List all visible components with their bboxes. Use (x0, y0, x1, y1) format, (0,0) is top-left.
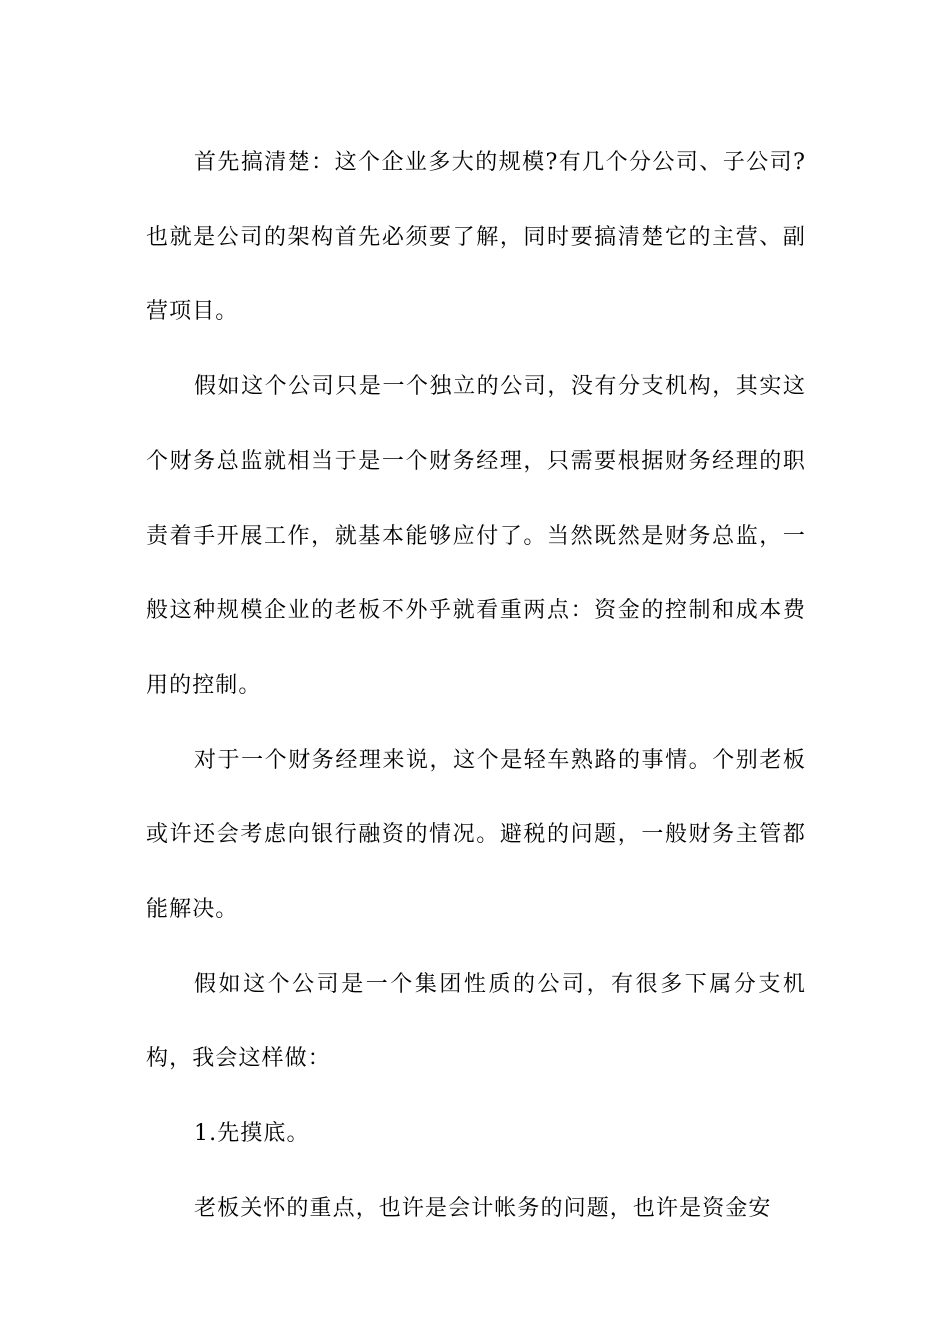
paragraph-1: 首先搞清楚：这个企业多大的规模?有几个分公司、子公司?也就是公司的架构首先必须要了解，同时要搞清楚它的主营、副营项目。 (146, 150, 806, 325)
paragraph-4: 假如这个公司是一个集团性质的公司，有很多下属分支机构，我会这样做： (146, 971, 806, 1072)
paragraph-3: 对于一个财务经理来说，这个是轻车熟路的事情。个别老板或许还会考虑向银行融资的情况。避税的问题，一般财务主管都能解决。 (146, 747, 806, 923)
paragraph-6: 老板关怀的重点，也许是会计帐务的问题，也许是资金安 (194, 1195, 772, 1221)
document-body (146, 126, 806, 1247)
paragraph-5: 1.先摸底。 (194, 1121, 310, 1147)
paragraph-2: 假如这个公司只是一个独立的公司，没有分支机构，其实这个财务总监就相当于是一个财务经理，只需要根据财务经理的职责着手开展工作，就基本能够应付了。当然既然是财务总监，一般这种规模企业的老板不外乎就看重两点：资金的控制和成本费用的控制。 (146, 374, 806, 698)
